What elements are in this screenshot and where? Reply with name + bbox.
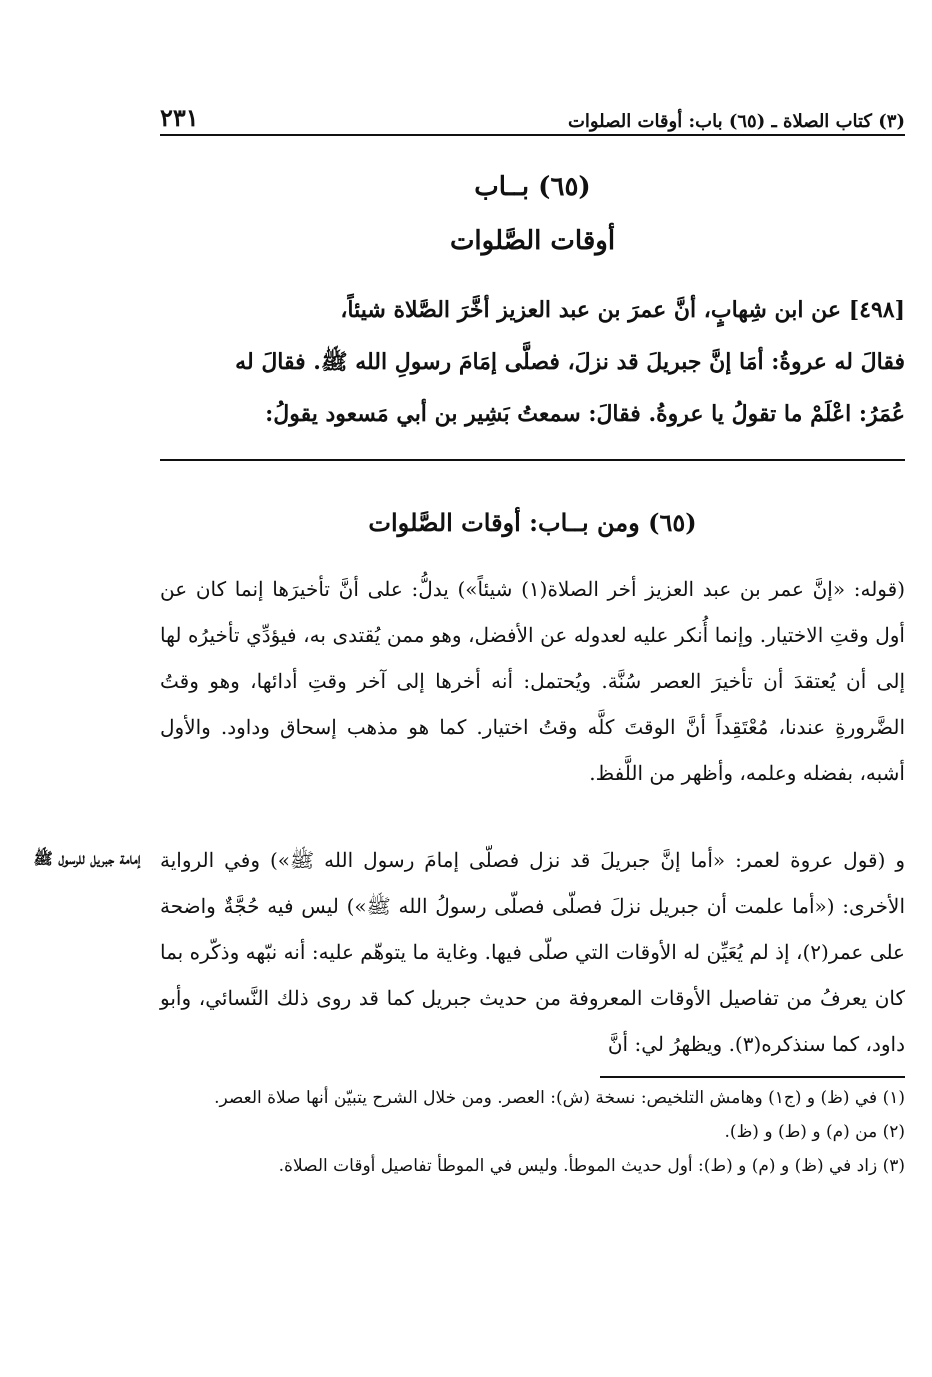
paragraph-text: و (قول عروة لعمر: «أما إنَّ جبريلَ قد نزل فصلّى إمامَ رسول الله ﷺ») وفي الرواية الأخرى: («أما علمت أن جبريل نزلَ فصلّى فصلّى رسولُ الله ﷺ») ليس فيه حُجَّةٌ واضحة على عمر(٢)، إذ لم يُعَيِّن له الأوقات التي صلّى فيها. وغاية ما يتوهّم عليه: أنه نبّهه وذكّره بما كان يعرفُ من تفاصيل الأوقات المعروفة من حديث جبريل كما قد روى ذلك النَّسائي، وأبو داود، كما سنذكره(٣). ويظهرُ لي: أنَّ [160, 848, 905, 1056]
hadith-line: [٤٩٨] عن ابن شِهابٍ، أنَّ عمرَ بن عبد العزيز أخَّرَ الصَّلاة شيئاً، [340, 297, 905, 323]
commentary-title: (٦٥) ومن بــاب: أوقات الصَّلوات [368, 508, 697, 537]
page-number: ٢٣١ [160, 103, 199, 132]
hadith-line: فقالَ له عروةُ: أمَا إنَّ جبريلَ قد نزلَ، فصلَّى إمَامَ رسولِ الله ﷺ. فقالَ له [235, 349, 905, 375]
paragraph-text: (قوله: «إنَّ عمر بن عبد العزيز أخر الصلاة(١) شيئاً») يدلُّ: على أنَّ تأخيرَها إنما كان عن أول وقتِ الاختيار. وإنما أُنكر عليه لعدوله عن الأفضل، وهو ممن يُقتدى به، فيؤدِّي تأخيرُه لها إلى أن يُعتقدَ أن تأخيرَ العصر سُنَّة. ويُحتمل: أنه أخرها إلى آخر وقتِ أدائها، وهو وقتُ الضَّرورةِ عندنا، مُعْتَقِداً أنَّ الوقتَ كلَّه وقتُ اختيار. كما هو مذهب إسحاق وداود. والأول أشبه، بفضله وعلمه، وأظهر من اللَّفظ. [160, 577, 905, 785]
section-divider [160, 459, 905, 461]
hadith-text [160, 284, 905, 440]
chapter-number: (٦٥) بــاب [474, 172, 591, 202]
running-title: (٣) كتاب الصلاة ـ (٦٥) باب: أوقات الصلوات [567, 111, 905, 132]
hadith-line: عُمَرُ: اعْلَمْ ما تقولُ يا عروةُ. فقالَ: سمعتُ بَشِير بن أبي مَسعود يقولُ: [265, 401, 905, 427]
footnotes [150, 1082, 905, 1184]
margin-note: إمامة جبريل للرسول ﷺ [33, 849, 141, 868]
running-header [160, 98, 905, 132]
commentary-paragraph-1 [160, 566, 905, 796]
commentary-paragraph-2 [160, 837, 905, 1067]
header-rule [160, 134, 905, 136]
footnote-rule [600, 1076, 905, 1078]
chapter-title: أوقات الصَّلوات [449, 226, 616, 256]
footnote-2: (٢) من (م) و (ط) و (ظ). [724, 1122, 905, 1142]
footnote-1: (١) في (ظ) و (ج١) وهامش التلخيص: نسخة (ش): العصر. ومن خلال الشرح يتبيّن أنها صلاة العصر. [214, 1088, 905, 1108]
footnote-3: (٣) زاد في (ظ) و (م) و (ط): أول حديث الموطأ. وليس في الموطأ تفاصيل أوقات الصلاة. [278, 1156, 905, 1176]
